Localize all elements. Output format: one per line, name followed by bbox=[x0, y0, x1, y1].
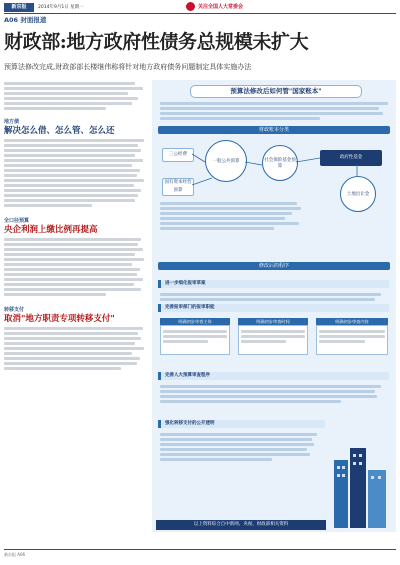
step-3-text bbox=[160, 383, 386, 405]
section-title-transfer: 取消"地方职责专项转移支付" bbox=[4, 314, 115, 324]
page-section: A06 封面报道 bbox=[4, 16, 47, 24]
kicker-budget: 全口径预算 bbox=[4, 218, 30, 224]
procedure-step-1: 进一步细化报审草案 bbox=[158, 280, 389, 288]
node-general-budget: 一般公共预算 bbox=[205, 140, 247, 182]
subheadline: 预算法修改完成,财政部部长楼继伟称将针对地方政府债务问题制定具体实施办法 bbox=[4, 63, 252, 71]
panel-review-body bbox=[160, 318, 230, 355]
step-1-text bbox=[160, 291, 386, 303]
kicker-transfer: 转移支付 bbox=[4, 307, 25, 313]
step-4-text bbox=[160, 431, 320, 463]
section-title-soe-profit: 央企利润上缴比例再提高 bbox=[4, 225, 98, 235]
node-land-transfer: 土地出让金 bbox=[340, 176, 376, 212]
section-slogan: 关注全国人大常委会 bbox=[198, 4, 244, 10]
infographic-title: 预算法修改后如何管"国家账本" bbox=[190, 85, 362, 98]
emblem-icon bbox=[186, 2, 195, 11]
section-band-procedure: 修改后的程序 bbox=[158, 262, 390, 270]
node-social-insurance: 社会保险基金预算 bbox=[262, 145, 298, 181]
left-column bbox=[4, 80, 150, 372]
section-band-categories: 财政账本分类 bbox=[158, 126, 390, 134]
procedure-step-2: 完善报审部门的报审职能 bbox=[158, 304, 389, 312]
infographic-intro bbox=[160, 100, 388, 122]
panel-head-review-content: 明确初步审查内容 bbox=[316, 318, 388, 325]
masthead-divider bbox=[4, 13, 396, 14]
panel-review-time bbox=[238, 318, 308, 355]
infographic-source: 以上资料综合自中新网、央视、财政部相关资料 bbox=[156, 520, 326, 530]
procedure-step-3: 完善人大预算审查程序 bbox=[158, 372, 389, 380]
panel-head-review-body: 明确初步审查主体 bbox=[160, 318, 230, 325]
category-notes bbox=[160, 200, 388, 232]
brand-logo: 新京报 bbox=[4, 3, 34, 12]
kicker-local-debt: 地方债 bbox=[4, 119, 20, 125]
node-three-public-expenses: 三公经费 bbox=[162, 148, 194, 162]
procedure-step-4: 强化转移支付的公开透明 bbox=[158, 420, 325, 428]
section-title-local-debt: 解决怎么借、怎么管、怎么还 bbox=[4, 126, 115, 136]
panel-head-review-time: 明确初步审查时间 bbox=[238, 318, 308, 325]
panel-review-content bbox=[316, 318, 388, 355]
issue-date: 2014年9月1日 星期一 bbox=[38, 5, 84, 10]
page-footer: 新京报 A06 bbox=[4, 549, 396, 558]
node-soe-budget: 国有资本经营预算 bbox=[162, 178, 194, 196]
node-government-fund: 政府性基金 bbox=[320, 150, 382, 166]
buildings-illustration bbox=[330, 440, 390, 528]
headline: 财政部:地方政府性债务总规模未扩大 bbox=[4, 31, 309, 53]
